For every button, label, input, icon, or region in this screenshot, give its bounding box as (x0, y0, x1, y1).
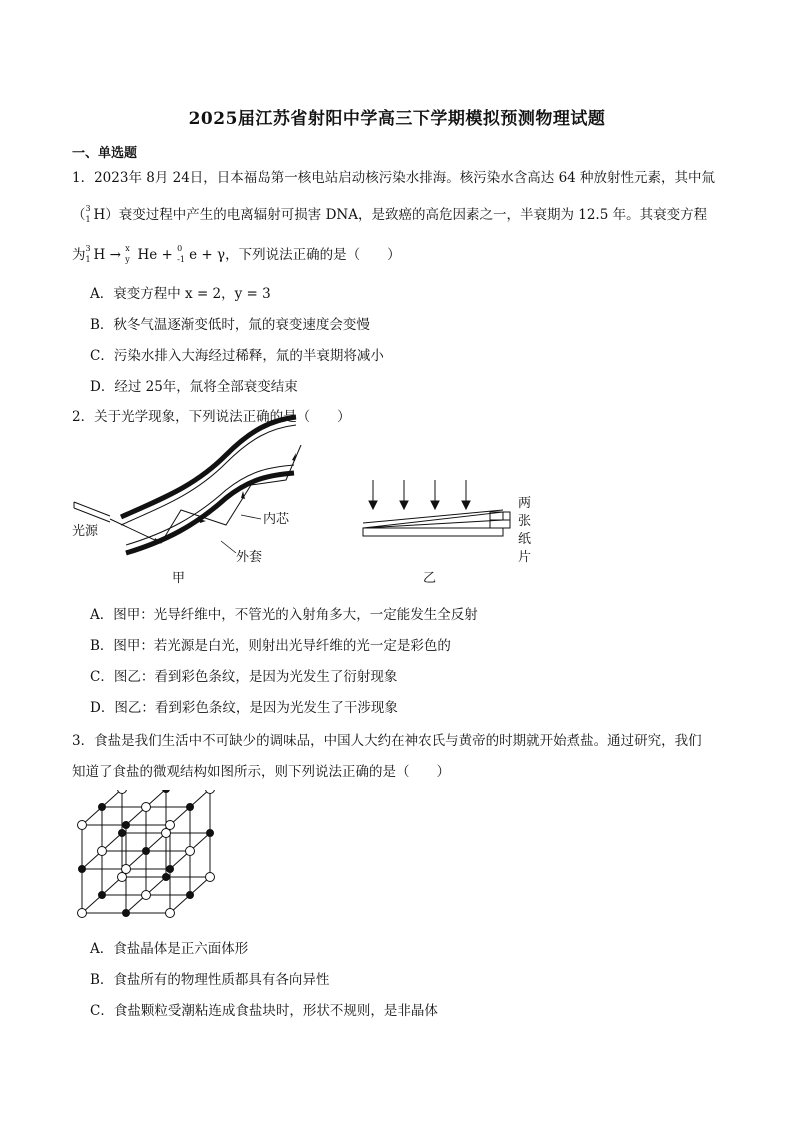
sodium-ion (79, 866, 86, 873)
chloride-ion (118, 790, 127, 794)
q1-option-d: D．经过 25年，氚将全部衰变结束 (90, 379, 298, 395)
chloride-ion (122, 865, 131, 874)
chloride-ion (78, 909, 87, 918)
q1-tritium-isotope: 3 1 (85, 204, 91, 224)
chloride-ion (166, 821, 175, 830)
q1-line-2 (72, 203, 707, 223)
chloride-ion (166, 909, 175, 918)
sodium-ion (143, 848, 150, 855)
label-core: 内芯 (263, 512, 290, 527)
sodium-ion (187, 892, 194, 899)
figure-thin-film (355, 465, 545, 590)
sodium-ion (167, 866, 174, 873)
chloride-ion (142, 803, 151, 812)
q2-option-b: B．图甲：若光源是白光，则射出光导纤维的光一定是彩色的 (90, 638, 451, 654)
caption-yi: 乙 (423, 571, 437, 586)
sodium-ion (123, 910, 130, 917)
q3-option-c: C．食盐颗粒受潮粘连成食盐块时，形状不规则，是非晶体 (90, 1003, 438, 1019)
chloride-ion (142, 891, 151, 900)
q3-option-a: A．食盐晶体是正六面体形 (90, 941, 249, 957)
q1-option-b: B．秋冬气温逐渐变低时，氚的衰变速度会变慢 (90, 317, 370, 333)
q2-option-a: A．图甲：光导纤维中，不管光的入射角多大，一定能发生全反射 (90, 607, 478, 623)
page-title: 2025届江苏省射阳中学高三下学期模拟预测物理试题 (188, 109, 606, 129)
q2-stem: 2．关于光学现象，下列说法正确的是（ ） (72, 409, 351, 425)
light-ray (110, 445, 301, 543)
sodium-ion (187, 804, 194, 811)
chloride-ion (206, 873, 215, 882)
q1-option-c: C．污染水排入大海经过稀释，氚的半衰期将减小 (90, 348, 384, 364)
label-two-3: 纸 (518, 532, 532, 547)
sodium-ion (99, 892, 106, 899)
label-two-1: 两 (518, 496, 532, 511)
q1-decay-equation: 为 3 1 H → x y He + 0 -1 e + γ，下列说法正确的是（ ） (72, 244, 401, 264)
sodium-ion (99, 804, 106, 811)
incident-arrows (369, 480, 470, 509)
sodium-ion (123, 822, 130, 829)
q3-option-b: B．食盐所有的物理性质都具有各向异性 (90, 972, 330, 988)
q1-tritium-symbol: H (93, 207, 106, 223)
sodium-ion (163, 874, 170, 881)
q2-option-d: D．图乙：看到彩色条纹，是因为光发生了干涉现象 (90, 700, 398, 716)
label-two-2: 张 (518, 514, 532, 529)
q1-paren-open: （ (72, 207, 86, 223)
figure-nacl-lattice (72, 790, 222, 920)
sodium-ion (163, 790, 170, 793)
label-light-source: 光源 (72, 524, 99, 539)
caption-jia: 甲 (172, 571, 186, 586)
chloride-ion (186, 847, 195, 856)
sodium-ion (119, 830, 126, 837)
q1-line-2-text: ）衰变过程中产生的电离辐射可损害 DNA，是致癌的高危因素之一，半衰期为 12.5 年。其衰变方程 (105, 207, 708, 223)
chloride-ion (78, 821, 87, 830)
sodium-ion (207, 830, 214, 837)
q1-option-a: A．衰变方程中 x = 2，y = 3 (90, 286, 271, 302)
q3-stem-line-1: 3．食盐是我们生活中不可缺少的调味品，中国人大约在神农氏与黄帝的时期就开始煮盐。通过研究，我们 (72, 733, 702, 749)
label-cladding: 外套 (236, 550, 263, 565)
figure-optical-fiber (66, 405, 316, 590)
q2-option-c: C．图乙：看到彩色条纹，是因为光发生了衍射现象 (90, 669, 398, 685)
q3-stem-line-2: 知道了食盐的微观结构如图所示，则下列说法正确的是（ ） (72, 764, 450, 780)
chloride-ion (98, 847, 107, 856)
q1-line-1: 1．2023年 8月 24日，日本福岛第一核电站启动核污染水排海。核污染水含高达 64 种放射性元素，其中氚 (72, 170, 716, 186)
section-heading: 一、单选题 (72, 146, 138, 161)
label-two-4: 片 (518, 550, 532, 565)
chloride-ion (206, 790, 215, 794)
